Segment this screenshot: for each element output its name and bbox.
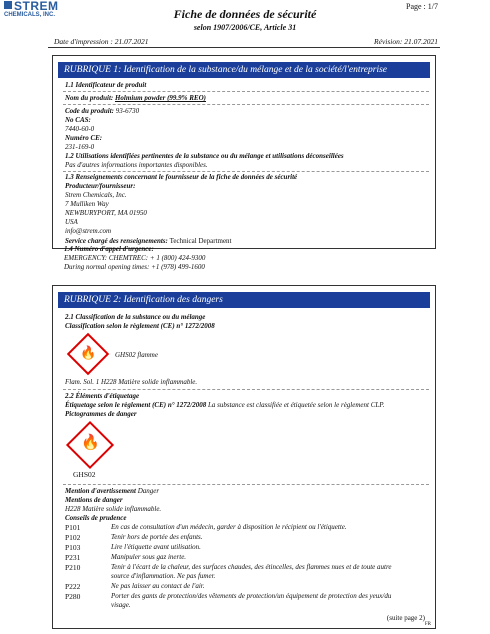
s1-product-name <box>65 94 206 103</box>
s2-ghs-label: GHS02 flamme <box>115 351 158 359</box>
revision-date: Révision: 21.07.2021 <box>374 37 438 46</box>
s1-company: Strem Chemicals, Inc. <box>65 191 127 199</box>
s1-cas-label: No CAS: <box>65 116 91 124</box>
p-code: P222 <box>65 582 81 591</box>
s1-uses-heading: 1.2 Utilisations identifiées pertinentes de la substance ou du mélange et utilisations déconseillées <box>65 152 344 160</box>
s1-producer-label: Producteur/fournisseur: <box>65 182 136 190</box>
p-code: P231 <box>65 553 81 562</box>
s2-pictogram-code: GHS02 <box>73 470 96 479</box>
p-text: Manipuler sous gaz inerte. <box>111 553 187 561</box>
section-2-heading: RUBRIQUE 2: Identification des dangers <box>58 292 430 308</box>
s2-regulation: Classification selon le règlement (CE) n° 1272/2008 <box>65 322 215 330</box>
s2-flam-classification: Flam. Sol. 1 H228 Matière solide inflammable. <box>65 378 198 386</box>
s1-product-code <box>65 107 139 116</box>
label: Étiquetage selon le règlement (CE) n° 1272/2008 <box>65 401 207 409</box>
logo-name: STREM <box>14 0 59 13</box>
label: Code du produit: <box>65 107 115 115</box>
s1-street: 7 Mulliken Way <box>65 200 109 208</box>
divider <box>63 484 429 485</box>
p-code: P101 <box>65 523 81 532</box>
p-text-continued: source d'inflammation. Ne pas fumer. <box>111 572 216 580</box>
divider <box>63 104 429 105</box>
s1-cas-value: 7440-60-0 <box>65 125 95 133</box>
s1-ec-value: 231-169-0 <box>65 143 95 151</box>
s1-opening-times: During normal opening times: +1 (978) 499-1600 <box>64 263 205 271</box>
label: Mention d'avertissement <box>65 487 136 495</box>
p-code: P210 <box>65 563 81 572</box>
p-text: Porter des gants de protection/des vêtements de protection/un équipement de protection des yeux/du <box>111 592 392 600</box>
page-number: Page : 1/7 <box>406 2 438 11</box>
divider <box>63 389 429 390</box>
value: Technical Department <box>169 237 232 245</box>
value: Danger <box>137 487 160 495</box>
p-text-continued: visage. <box>111 601 131 609</box>
s1-emergency-number: EMERGENCY: CHEMTREC: + 1 (800) 424-9300 <box>64 254 206 262</box>
document-subtitle: selon 1907/2006/CE, Article 31 <box>193 23 297 32</box>
print-date: Date d'impression : 21.07.2021 <box>54 37 149 46</box>
value: Holmium powder (99.9% REO) <box>114 94 206 102</box>
s1-email: info@strem.com <box>65 227 112 235</box>
label: Service chargé des renseignements: <box>65 237 168 245</box>
value: 93-6730 <box>115 107 140 115</box>
section-2 <box>52 285 436 629</box>
p-code: P103 <box>65 543 81 552</box>
s1-uses-text: Pas d'autres informations importantes disponibles. <box>65 161 208 169</box>
p-text: Tenir hors de portée des enfants. <box>111 533 203 541</box>
logo-subtitle: CHEMICALS, INC. <box>4 12 55 18</box>
p-code: P102 <box>65 533 81 542</box>
s2-precaution-heading: Conseils de prudence <box>65 514 127 522</box>
s1-product-identifier: 1.1 Identificateur de produit <box>65 81 147 89</box>
p-text: Lire l'étiquette avant utilisation. <box>111 543 201 551</box>
language-code: FR <box>424 622 431 627</box>
divider <box>63 171 429 172</box>
s2-pictograms-heading: Pictogrammes de danger <box>65 410 137 418</box>
header-divider <box>48 47 440 48</box>
s2-labelling <box>65 401 384 410</box>
section-1 <box>52 55 436 249</box>
s2-signal-word <box>65 487 159 496</box>
value: La substance est classifiée et étiquetée selon le règlement CLP. <box>208 401 385 409</box>
section-1-heading: RUBRIQUE 1: Identification de la substance/du mélange et de la société/l'entreprise <box>58 62 430 78</box>
s1-emergency-heading: 1.4 Numéro d'appel d'urgence: <box>64 245 154 253</box>
continued-note: (suite page 2) <box>386 614 425 622</box>
flame-icon: 🔥 <box>80 345 97 360</box>
p-text: En cas de consultation d'un médecin, garder à disposition le récipient ou l'étiquette. <box>111 523 347 531</box>
divider <box>63 91 429 92</box>
label: Nom du produit: <box>65 94 114 102</box>
s1-ec-label: Numéro CE: <box>65 134 103 142</box>
s1-city: NEWBURYPORT, MA 01950 <box>65 209 147 217</box>
s2-hazard-heading: Mentions de danger <box>65 496 123 504</box>
document-title: Fiche de données de sécurité <box>173 7 317 21</box>
s2-classification-heading: 2.1 Classification de la substance ou du mélange <box>65 313 206 321</box>
flame-icon: 🔥 <box>81 435 100 451</box>
p-text: Ne pas laisser au contact de l'air. <box>111 582 205 590</box>
s2-hazard-statement: H228 Matière solide inflammable. <box>65 505 162 513</box>
s2-labelling-heading: 2.2 Éléments d'étiquetage <box>65 392 140 400</box>
s1-supplier-heading: 1.3 Renseignements concernant le fournisseur de la fiche de données de sécurité <box>65 173 298 181</box>
p-text: Tenir à l'écart de la chaleur, des surfaces chaudes, des étincelles, des flammes nues et de toute autre <box>111 563 392 571</box>
p-code: P280 <box>65 592 81 601</box>
s1-country: USA <box>65 218 78 226</box>
